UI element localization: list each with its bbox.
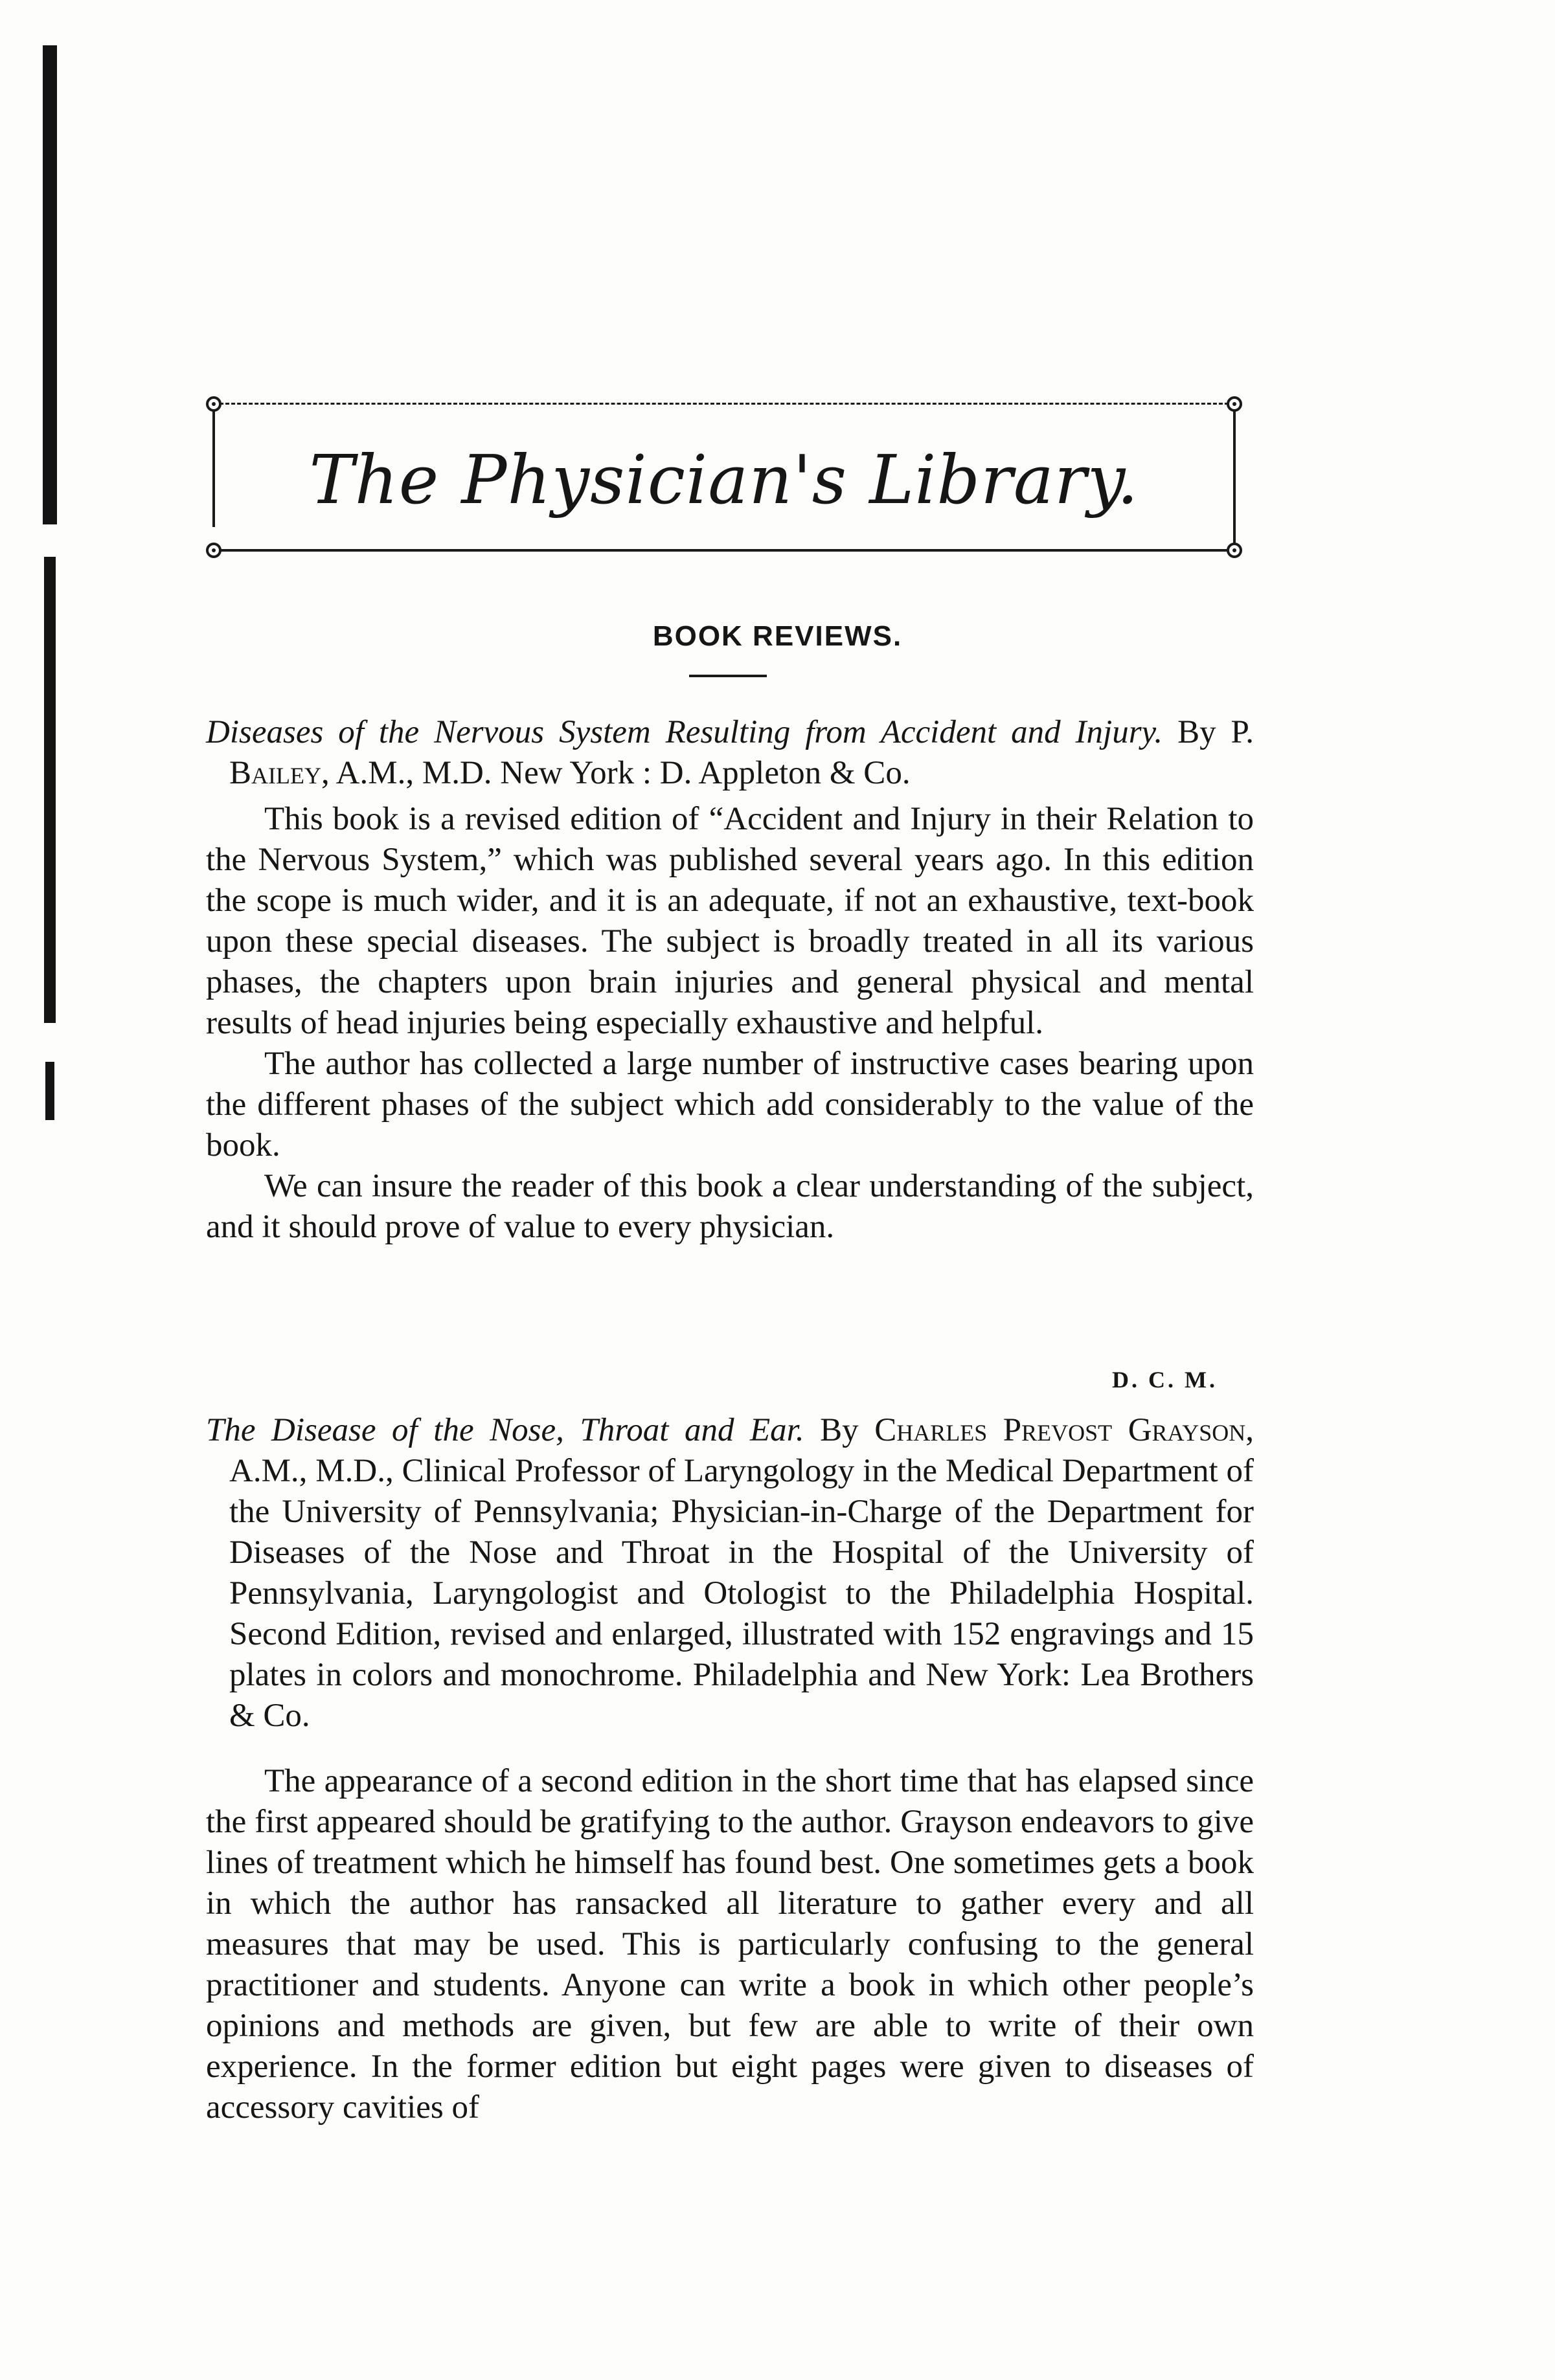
review-1-signature: D. C. M. [1112,1367,1218,1393]
heading-rule [689,675,767,677]
binding-edge [43,45,57,524]
binding-edge [45,1062,54,1120]
review-2-paragraph: The appearance of a second edition in the short time that has elapsed since the first appeared should be gratifying to the author. Grayson endeavors to give lines of treatment which he himself has found best. One sometimes gets a book in which the author has ransacked all literature to gather every and all measures that may be used. This is particularly confusing to the general practitioner and students. Anyone can write a book in which other people’s opinions and methods are given, but few are able to write of their own experience. In the former edition but eight pages were given to diseases of accessory cavities of [206,1763,1254,2126]
review-1-paragraph: The author has collected a large number of instructive cases bearing upon the different phases of the subject which add considerably to the value of the book. [206,1046,1254,1163]
title-frame [206,396,1242,558]
review-1-author: Bailey [229,755,321,791]
section-heading: BOOK REVIEWS. [652,620,903,652]
review-2-credentials: , A.M., M.D., Clinical Professor of Laryngology in the Medical Department of the University of Pennsylvania; Physician-in-Charge of the Department for Diseases of the Nose and Throat in the Hospital of the University of Pennsylvania, Laryngologist and Otologist to the Philadelphia Hospital. Second Edition, revised and enlarged, illustrated with 152 engravings and 15 plates in colors and monochrome. Philadelphia and New York: Lea Brothers & Co. [229,1412,1254,1734]
review-2-by: By [820,1412,859,1448]
review-1-paragraph: We can insure the reader of this book a clear understanding of the subject, and it should prove of value to every physician. [206,1168,1254,1245]
frame-corner-ornament [206,396,221,412]
review-1 [206,712,1254,1248]
frame-rule-bottom [214,549,1234,552]
review-1-by: By P. [1177,714,1254,750]
review-2-author: Charles Prevost Grayson [874,1412,1246,1448]
frame-rule-top [214,403,1234,405]
review-2-citation [206,1410,1254,1736]
review-1-paragraph: This book is a revised edition of “Accident and Injury in their Relation to the Nervous System,” which was published several years ago. In this edition the scope is much wider, and it is an adequate, if not an exhaustive, text-book upon these special diseases. The subject is broadly treated in all its various phases, the chapters upon brain injuries and general physical and mental results of head injuries being especially exhaustive and helpful. [206,801,1254,1041]
frame-corner-ornament [206,543,221,558]
review-1-citation [206,712,1254,794]
review-2 [206,1410,1254,2128]
review-1-credentials: , A.M., M.D. New York : D. Appleton & Co. [321,755,911,791]
page-title: The Physician's Library. [309,440,1139,519]
review-2-title: The Disease of the Nose, Throat and Ear. [206,1412,804,1448]
frame-corner-ornament [1227,396,1242,412]
review-1-title: Diseases of the Nervous System Resulting from Accident and Injury. [206,714,1163,750]
frame-corner-ornament [1227,543,1242,558]
